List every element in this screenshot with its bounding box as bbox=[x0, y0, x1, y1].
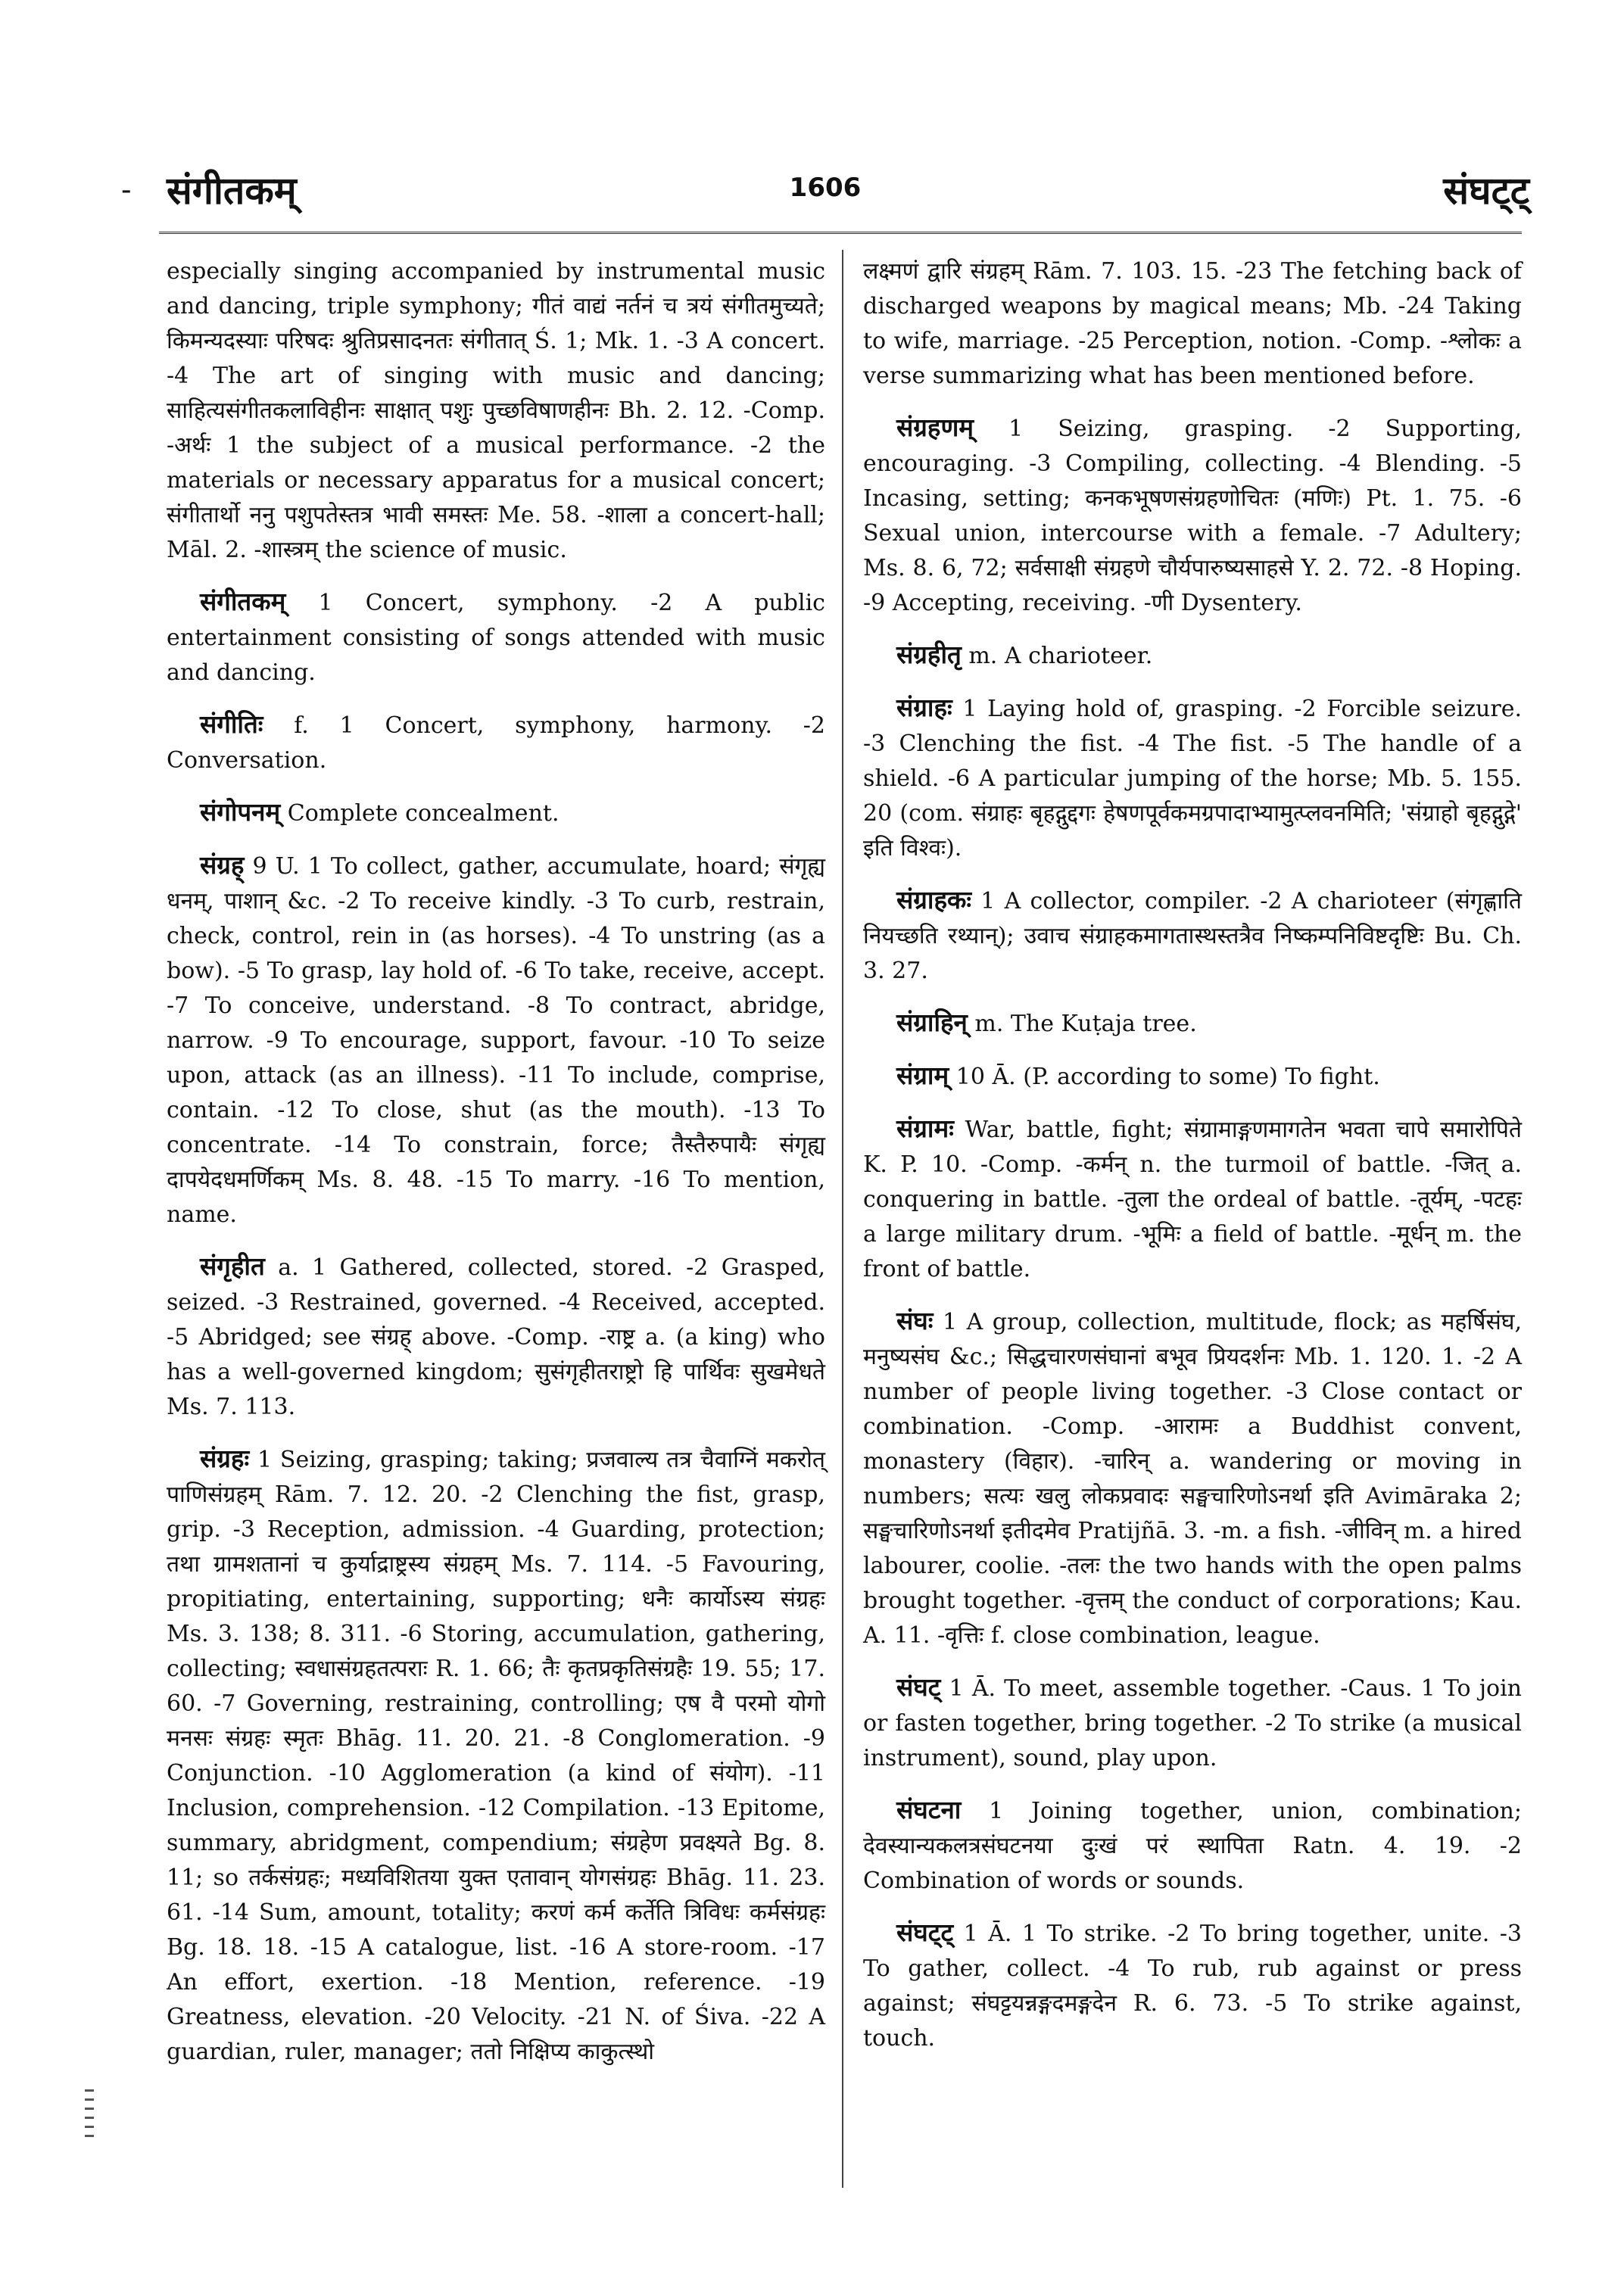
left-column bbox=[167, 254, 825, 2086]
dictionary-entry bbox=[863, 1058, 1522, 1095]
entry-text: especially singing accompanied by instrumental music and dancing, triple symphony; गीतं वाद्यं नर्तनं च त्रयं संगीतमुच्यते; किमन्यदस्याः परिषदः श्रुतिप्रसादनतः संगीतात् Ś. 1; Mk. 1. -3 A concert. -4 The art of singing with music and dancing; साहित्यसंगीतकलाविहीनः साक्षात् पशुः पुच्छविषाणहीनः Bh. 2. 12. -Comp. -अर्थः 1 the subject of a musical performance. -2 the materials or necessary apparatus for a musical concert; संगीतार्थो ननु पशुपतेस्तत्र भावी समस्तः Me. 58. -शाला a concert-hall; Māl. 2. -शास्त्रम् the science of music. bbox=[167, 258, 825, 563]
dictionary-entry bbox=[863, 637, 1522, 674]
entry-text: 1 A group, collection, multitude, flock; as महर्षिसंघ, मनुष्यसंघ &c.; सिद्धचारणसंघानां बभूव प्रियदर्शनः Mb. 1. 120. 1. -2 A number of people living together. -3 Close contact or combination. -Comp. -आरामः a Buddhist convent, monastery (विहार). -चारिन् a. wandering or moving in numbers; सत्यः खलु लोकप्रवादः सङ्घचारिणोऽनर्था इति Avimāraka 2; सङ्घचारिणोऽनर्था इतीदमेव Pratijñā. 3. -m. a fish. -जीविन् m. a hired labourer, coolie. -तलः the two hands with the open palms brought together. -वृत्तम् the conduct of corporations; Kau. A. 11. -वृत्तिः f. close combination, league. bbox=[863, 1309, 1522, 1649]
entry-headword: संग्राहकः bbox=[896, 885, 971, 914]
dictionary-entry bbox=[863, 1111, 1522, 1287]
entry-headword: संग्रहः bbox=[200, 1444, 250, 1473]
entry-headword: संग्राहिन् bbox=[896, 1008, 968, 1037]
margin-marks bbox=[85, 2089, 94, 2144]
dictionary-entry bbox=[167, 707, 825, 778]
guide-word-left: संगीतकम् bbox=[167, 168, 297, 213]
dictionary-entry bbox=[863, 1915, 1522, 2056]
entry-headword: संग्रामः bbox=[896, 1114, 954, 1143]
column-divider bbox=[842, 250, 843, 2188]
header-rule bbox=[159, 232, 1522, 234]
page-number: 1606 bbox=[789, 173, 862, 203]
entry-headword: संग्राम् bbox=[896, 1061, 949, 1090]
entry-headword: संगृहीत bbox=[200, 1251, 265, 1281]
entry-headword: संघट्ट् bbox=[896, 1918, 954, 1947]
entry-text: 1 Laying hold of, grasping. -2 Forcible seizure. -3 Clenching the fist. -4 The fist. -5 The handle of a shield. -6 A particular jumping of the horse; Mb. 5. 155. 20 (com. संग्राहः बृहद्गुद्दगः हेषणपूर्वकमग्रपादाभ्यामुत्प्लवनमिति; 'संग्राहो बृहद्गुद्गे' इति विश्वः). bbox=[863, 696, 1522, 861]
dictionary-entry bbox=[167, 584, 825, 690]
entry-headword: संगोपनम् bbox=[200, 797, 281, 827]
margin-dash: - bbox=[121, 173, 132, 207]
guide-word-right: संघट्ट् bbox=[1443, 168, 1529, 213]
entry-headword: संगीतिः bbox=[200, 709, 263, 739]
entry-text: Complete concealment. bbox=[287, 800, 560, 827]
entry-text: 10 Ā. (P. according to some) To fight. bbox=[955, 1064, 1380, 1090]
entry-headword: संघः bbox=[896, 1306, 934, 1335]
entry-text: War, battle, fight; संग्रामाङ्गणमागतेन भवता चापे समारोपिते K. P. 10. -Comp. -कर्मन् n. the turmoil of battle. -जित् a. conquering in battle. -तुला the ordeal of battle. -तूर्यम्, -पटहः a large military drum. -भूमिः a field of battle. -मूर्धन् m. the front of battle. bbox=[863, 1117, 1522, 1282]
dictionary-entry bbox=[167, 848, 825, 1232]
entry-headword: संग्राहः bbox=[896, 693, 952, 722]
entry-headword: संग्रहीतृ bbox=[896, 640, 962, 669]
entry-text: 1 Seizing, grasping; taking; प्रजवाल्य तत्र चैवाग्निं मकरोत् पाणिसंग्रहम् Rām. 7. 12. 20. -2 Clenching the fist, grasp, grip. -3 Reception, admission. -4 Guarding, protection; तथा ग्रामशतानां च कुर्याद्राष्ट्रस्य संग्रहम् Ms. 7. 114. -5 Favouring, propitiating, entertaining, supporting; धनैः कार्योऽस्य संग्रहः Ms. 3. 138; 8. 311. -6 Storing, accumulation, gathering, collecting; स्वधासंग्रहतत्पराः R. 1. 66; तैः कृतप्रकृतिसंग्रहैः 19. 55; 17. 60. -7 Governing, restraining, controlling; एष वै परमो योगो मनसः संग्रहः स्मृतः Bhāg. 11. 20. 21. -8 Conglomeration. -9 Conjunction. -10 Agglomeration (a kind of संयोग). -11 Inclusion, comprehension. -12 Compilation. -13 Epitome, summary, abridgment, compendium; संग्रहेण प्रवक्ष्यते Bg. 8. 11; so तर्कसंग्रहः; मध्यविशितया युक्त एतावान् योगसंग्रहः Bhāg. 11. 23. 61. -14 Sum, amount, totality; करणं कर्म कर्तेति त्रिविधः कर्मसंग्रहः Bg. 18. 18. -15 A catalogue, list. -16 A store-room. -17 An effort, exertion. -18 Mention, reference. -19 Greatness, elevation. -20 Velocity. -21 N. of Śiva. -22 A guardian, ruler, manager; ततो निक्षिप्य काकुत्स्थो bbox=[167, 1447, 825, 2065]
entry-text: 1 A collector, compiler. -2 A charioteer (संगृह्णाति नियच्छति रथ्यान्); उवाच संग्राहकमागतास्थस्तत्रैव निष्कम्पनिविष्टदृष्टिः Bu. Ch. 3. 27. bbox=[863, 888, 1522, 984]
entry-text: लक्ष्मणं द्वारि संग्रहम् Rām. 7. 103. 15. -23 The fetching back of discharged weapons by magical means; Mb. -24 Taking to wife, marriage. -25 Perception, notion. -Comp. -श्लोकः a verse summarizing what has been mentioned before. bbox=[863, 258, 1522, 389]
right-column bbox=[863, 254, 1522, 2073]
entry-text: a. 1 Gathered, collected, stored. -2 Grasped, seized. -3 Restrained, governed. -4 Received, accepted. -5 Abridged; see संग्रह् above. -Comp. -राष्ट्र a. (a king) who has a well-governed kingdom; सुसंगृहीतराष्ट्रो हि पार्थिवः सुखमेधते Ms. 7. 113. bbox=[167, 1254, 825, 1420]
entry-headword: संग्रहणम् bbox=[896, 413, 974, 442]
dictionary-entry bbox=[167, 1249, 825, 1425]
dictionary-entry bbox=[167, 795, 825, 831]
entry-text: m. A charioteer. bbox=[968, 643, 1153, 669]
dictionary-entry bbox=[863, 410, 1522, 621]
dictionary-entry bbox=[863, 883, 1522, 989]
entry-text: 1 Joining together, union, combination; देवस्यान्यकलत्रसंघटनया दुःखं परं स्थापिता Ratn. 4. 19. -2 Combination of words or sounds. bbox=[863, 1798, 1522, 1894]
entry-headword: संघट् bbox=[896, 1672, 941, 1702]
dictionary-entry bbox=[863, 1005, 1522, 1042]
entry-text: 1 Seizing, grasping. -2 Supporting, encouraging. -3 Compiling, collecting. -4 Blending. -5 Incasing, setting; कनकभूषणसंग्रहणोचितः (मणिः) Pt. 1. 75. -6 Sexual union, intercourse with a female. -7 Adultery; Ms. 8. 6, 72; सर्वसाक्षी संग्रहणे चौर्यपारुष्यसाहसे Y. 2. 72. -8 Hoping. -9 Accepting, receiving. -णी Dysentery. bbox=[863, 416, 1522, 616]
entry-text: 1 Concert, symphony. -2 A public entertainment consisting of songs attended with music and dancing. bbox=[167, 590, 825, 686]
entry-text: 1 Ā. To meet, assemble together. -Caus. 1 To join or fasten together, bring together. -2 To strike (a musical instrument), sound, play upon. bbox=[863, 1675, 1522, 1771]
entry-headword: संगीतकम् bbox=[200, 587, 286, 616]
entry-text: 9 U. 1 To collect, gather, accumulate, hoard; संगृह्य धनम्, पाशान् &c. -2 To receive kindly. -3 To curb, restrain, check, control, rein in (as horses). -4 To unstring (as a bow). -5 To grasp, lay hold of. -6 To take, receive, accept. -7 To conceive, understand. -8 To contract, abridge, narrow. -9 To encourage, support, favour. -10 To seize upon, attack (as an illness). -11 To include, comprise, contain. -12 To close, shut (as the mouth). -13 To concentrate. -14 To constrain, force; तैस्तैरुपायैः संगृह्य दापयेदधमर्णिकम् Ms. 8. 48. -15 To marry. -16 To mention, name. bbox=[167, 853, 825, 1228]
entry-text: 1 Ā. 1 To strike. -2 To bring together, unite. -3 To gather, collect. -4 To rub, rub against or press against; संघट्टयन्नङ्गदमङ्गदेन R. 6. 73. -5 To strike against, touch. bbox=[863, 1921, 1522, 2052]
entry-headword: संघटना bbox=[896, 1795, 962, 1824]
dictionary-entry bbox=[863, 1304, 1522, 1653]
entry-headword: संग्रह् bbox=[200, 850, 245, 880]
dictionary-entry bbox=[167, 1441, 825, 2070]
dictionary-entry bbox=[863, 1793, 1522, 1899]
dictionary-entry bbox=[167, 254, 825, 568]
entry-text: m. The Kuṭaja tree. bbox=[974, 1011, 1197, 1037]
dictionary-entry bbox=[863, 1670, 1522, 1776]
entry-text: f. 1 Concert, symphony, harmony. -2 Conversation. bbox=[167, 712, 825, 774]
page-header bbox=[121, 157, 1529, 226]
dictionary-entry bbox=[863, 690, 1522, 866]
dictionary-entry bbox=[863, 254, 1522, 394]
